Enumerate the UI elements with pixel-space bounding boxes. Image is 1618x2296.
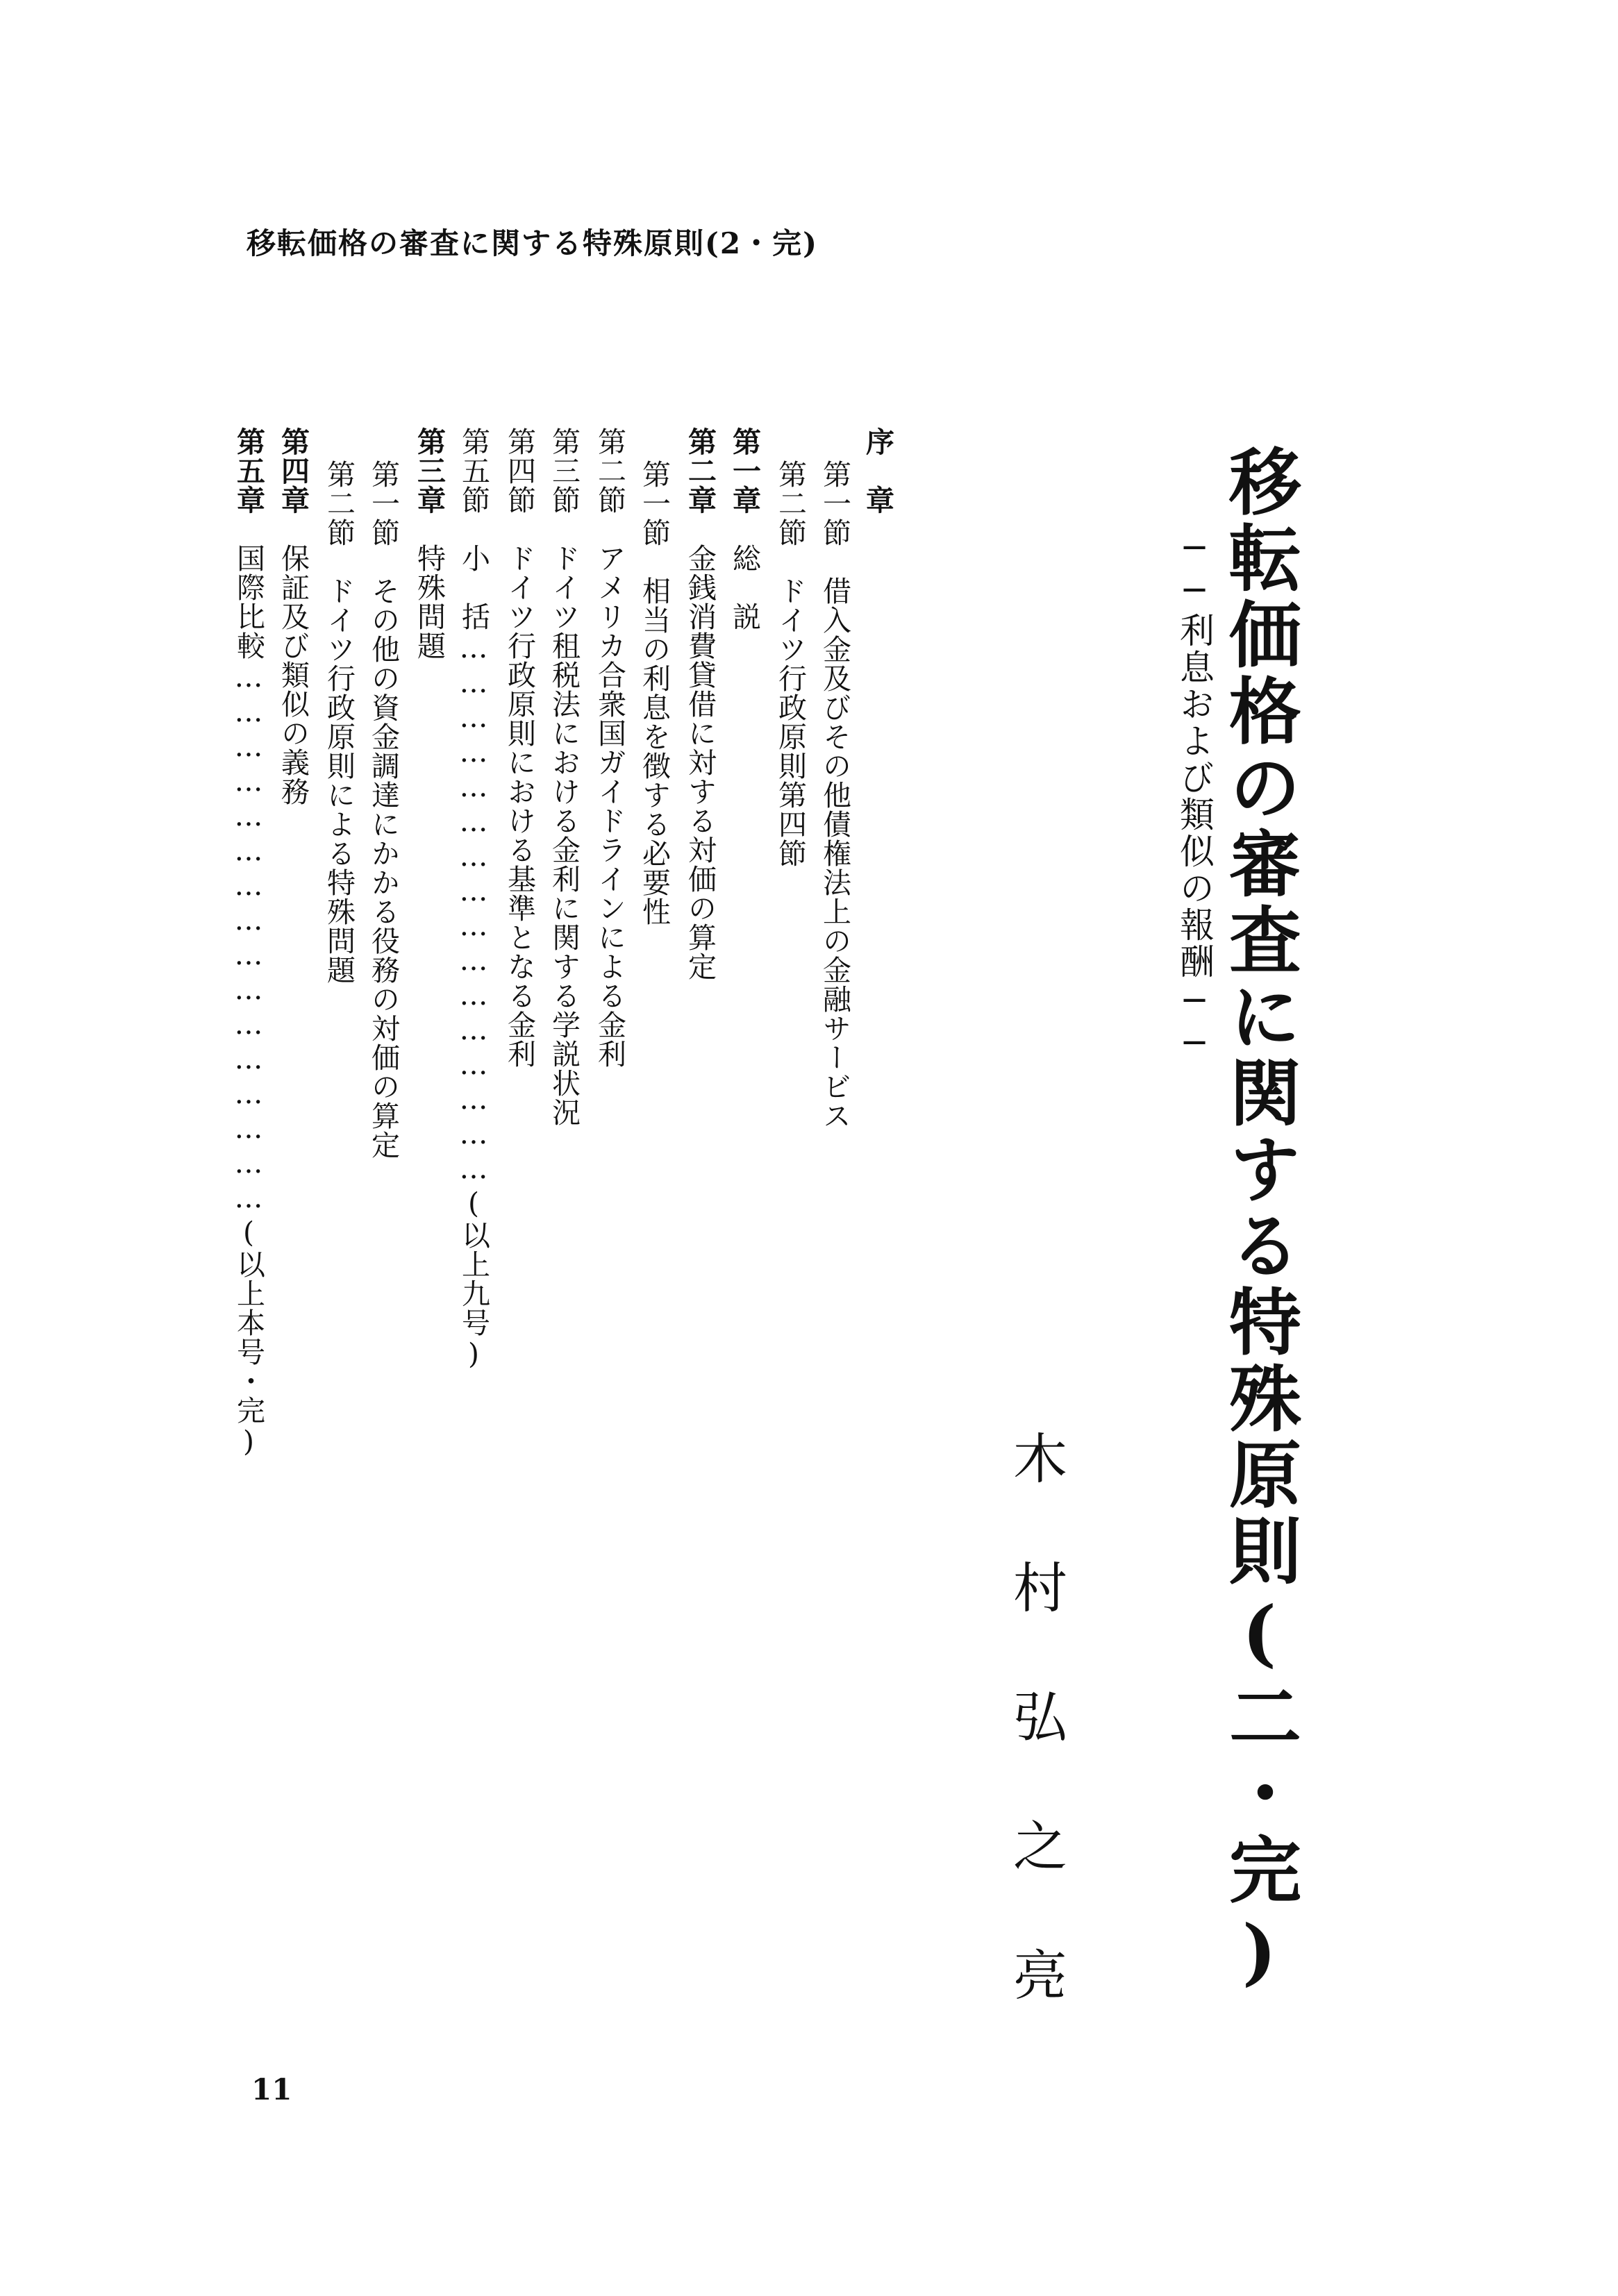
toc-entry-text: 小 括 <box>457 544 490 631</box>
toc-entry <box>683 427 717 981</box>
toc-entry-heading: 第二章 <box>683 427 717 514</box>
toc-entry <box>820 460 849 1130</box>
toc-entry-heading: 第一節 <box>367 460 400 547</box>
toc-leader-dots: ………………………………………… <box>232 660 265 1216</box>
toc-entry-text: 保証及び類似の義務 <box>276 544 310 806</box>
toc-entry <box>728 427 761 631</box>
toc-entry-text: 相当の利息を徴する必要性 <box>637 576 671 926</box>
toc-entry-heading: 第五章 <box>232 427 265 514</box>
toc-entry-text: ドイツ租税法における金利に関する学説状況 <box>547 544 581 1127</box>
toc-entry-heading: 第一節 <box>818 460 851 547</box>
toc-entry <box>367 460 400 1159</box>
article-subtitle: ──利息および類似の報酬── <box>1174 528 1215 1065</box>
toc-entry <box>412 427 446 660</box>
toc-entry-text: ドイツ行政原則による特殊問題 <box>322 576 356 984</box>
toc-entry <box>503 427 536 1069</box>
toc-entry <box>863 427 892 514</box>
page-number: 11 <box>251 2072 292 2106</box>
toc-entry-heading: 第二節 <box>322 460 356 547</box>
toc-entry <box>232 427 265 1459</box>
toc-entry <box>774 460 807 868</box>
toc-volume-note: (以上本号・完) <box>232 1216 265 1459</box>
toc-entry <box>276 427 310 806</box>
toc-entry-heading: 第四節 <box>503 427 536 514</box>
toc-entry-text: ドイツ行政原則における基準となる金利 <box>503 544 536 1069</box>
toc-entry <box>547 427 581 1127</box>
toc-entry <box>322 460 356 984</box>
running-header: 移転価格の審査に関する特殊原則(2・完) <box>247 226 818 260</box>
toc-leader-dots: ………………………………………… <box>457 631 490 1187</box>
toc-entry-text: 特殊問題 <box>412 544 446 660</box>
author-name: 木村弘之亮 <box>1004 1430 1067 2076</box>
toc-volume-note: (以上九号) <box>457 1187 490 1371</box>
toc-entry-heading: 第二節 <box>593 427 626 514</box>
article-title: 移転価格の審査に関する特殊原則(二・完) <box>1217 444 1302 1998</box>
toc-entry-heading: 第二節 <box>774 460 807 547</box>
toc-entry-heading: 第一節 <box>637 460 671 547</box>
toc-entry-heading: 第五節 <box>457 427 490 514</box>
toc-entry-text: ドイツ行政原則第四節 <box>774 576 807 868</box>
toc-entry-heading: 第四章 <box>276 427 310 514</box>
toc-entry-text: 借入金及びその他債権法上の金融サービス <box>818 576 851 1130</box>
toc-entry-text: その他の資金調達にかかる役務の対価の算定 <box>367 576 400 1159</box>
toc-entry <box>595 427 624 1069</box>
toc-entry-heading: 第三章 <box>412 427 446 514</box>
toc-entry-heading: 第三節 <box>547 427 581 514</box>
toc-entry-text: 金銭消費貸借に対する対価の算定 <box>683 544 717 981</box>
toc-entry <box>457 427 490 1371</box>
toc-entry-text: 国際比較 <box>232 544 265 660</box>
toc-entry-heading: 第一章 <box>728 427 761 514</box>
toc-entry-text: アメリカ合衆国ガイドラインによる金利 <box>593 544 626 1069</box>
toc-entry-text: 総 説 <box>728 544 761 631</box>
toc-entry <box>637 460 671 926</box>
toc-entry-heading: 序 章 <box>861 427 894 514</box>
